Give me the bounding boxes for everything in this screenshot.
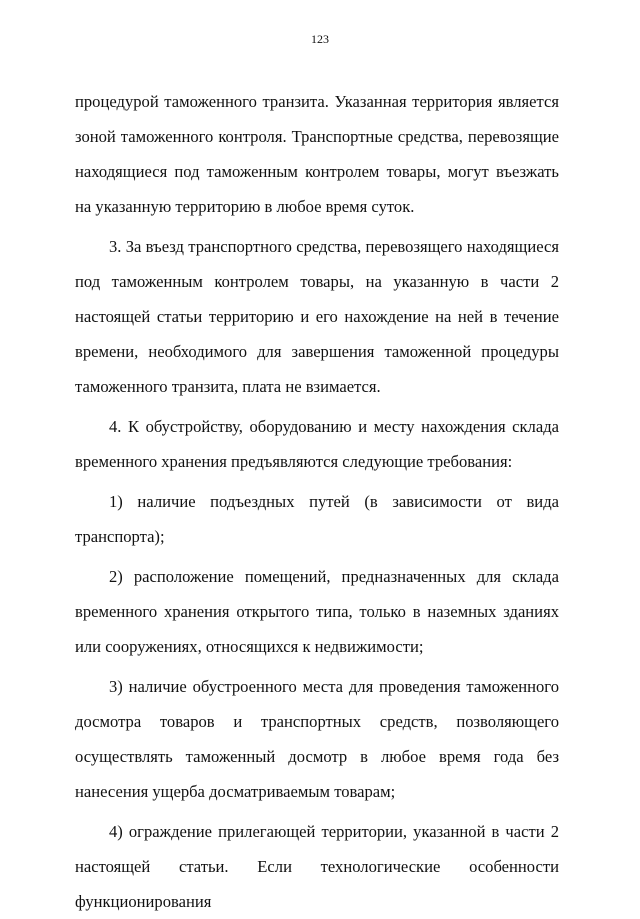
page-number: 123 — [311, 32, 329, 46]
paragraph-continuation: процедурой таможенного транзита. Указанная территория является зоной таможенного контроля. Транспортные средства, перевозящие находящиеся под таможенным контролем товары, могут въезжать на указанную территорию в любое время суток. — [75, 92, 559, 216]
list-item-3: 3) наличие обустроенного места для проведения таможенного досмотра товаров и транспортных средств, позволяющего осуществлять таможенный досмотр в любое время года без нанесения ущерба досматриваемым товарам; — [75, 677, 559, 801]
list-item-1: 1) наличие подъездных путей (в зависимости от вида транспорта); — [75, 492, 559, 546]
document-body — [75, 84, 559, 919]
list-item-2: 2) расположение помещений, предназначенных для склада временного хранения открытого типа, только в наземных зданиях или сооружениях, относящихся к недвижимости; — [75, 567, 559, 656]
list-item-4: 4) ограждение прилегающей территории, указанной в части 2 настоящей статьи. Если технологические особенности функционирования — [75, 822, 559, 911]
paragraph-item-3: 3. За въезд транспортного средства, перевозящего находящиеся под таможенным контролем товары, на указанную в части 2 настоящей статьи территорию и его нахождение на ней в течение времени, необходимого для завершения таможенной процедуры таможенного транзита, плата не взимается. — [75, 237, 559, 396]
paragraph-item-4: 4. К обустройству, оборудованию и месту нахождения склада временного хранения предъявляются следующие требования: — [75, 417, 559, 471]
